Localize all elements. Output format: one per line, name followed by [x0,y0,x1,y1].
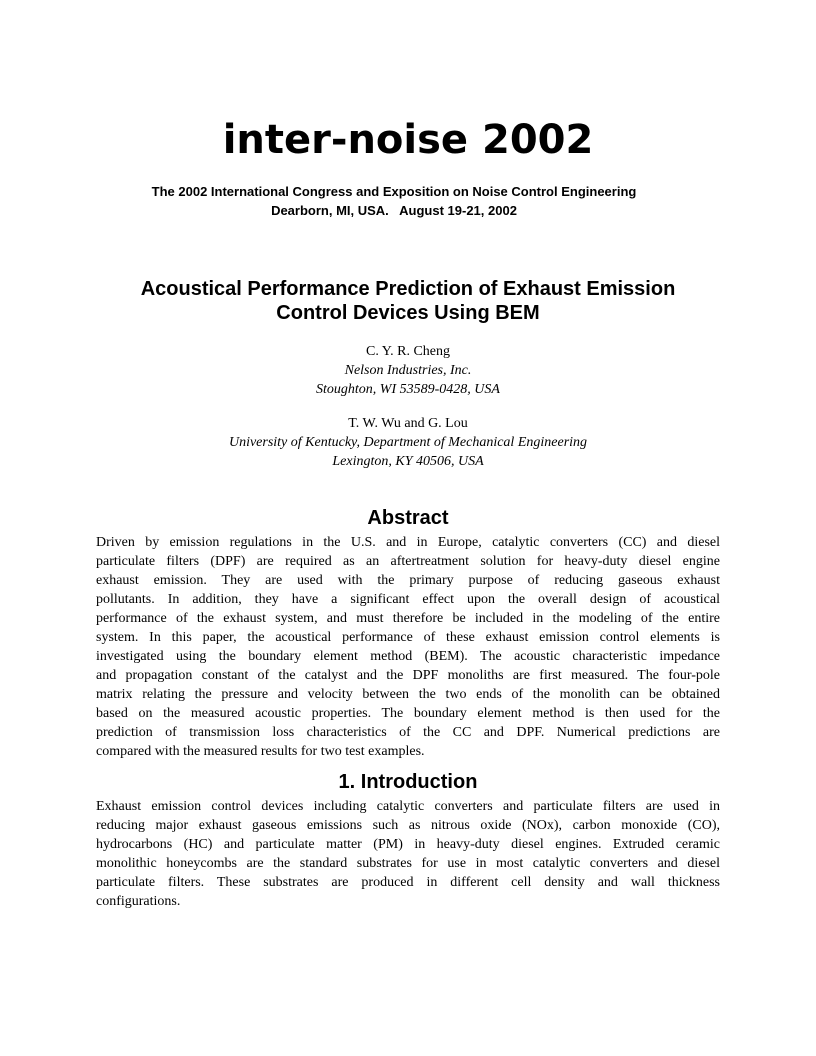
conference-name: The 2002 International Congress and Exposition on Noise Control Engineering [151,184,637,199]
conference-logo: inter-noise 2002 [222,117,594,163]
introduction-line: reducing major exhaust gaseous emissions such as nitrous oxide (NOx), carbon monoxide (CO), [96,818,720,833]
conference-info [0,182,788,220]
abstract-heading: Abstract [367,507,449,529]
author-names: T. W. Wu and G. Lou [348,416,468,431]
author-affiliation: University of Kentucky, Department of Mechanical Engineering [228,435,588,450]
abstract-line: pollutants. In addition, they have a significant effect upon the overall design of acoustical [96,592,720,607]
author-block-1 [0,342,816,399]
introduction-line: hydrocarbons (HC) and particulate matter (PM) in heavy-duty diesel engines. Extruded ceramic [96,837,720,852]
paper-title-line-2: Control Devices Using BEM [276,302,540,324]
abstract-line: investigated using the boundary element method (BEM). The acoustic characteristic impedance [96,649,720,664]
author-address: Stoughton, WI 53589-0428, USA [316,382,500,397]
abstract-line: exhaust emission. They are used with the primary purpose of reducing gaseous exhaust [96,573,720,588]
introduction-line: monolithic honeycombs are the standard substrates for use in most catalytic converters and diesel [96,856,720,871]
paper-title [0,277,816,325]
abstract-line: matrix relating the pressure and velocity between the two ends of the monolith can be obtained [96,687,720,702]
paper-title-line-1: Acoustical Performance Prediction of Exhaust Emission [140,278,676,300]
abstract-line: prediction of transmission loss characteristics of the CC and DPF. Numerical predictions are [96,725,720,740]
introduction-heading: 1. Introduction [338,771,478,793]
abstract-line: compared with the measured results for two test examples. [96,744,425,759]
introduction-body [96,797,720,911]
introduction-line: particulate filters. These substrates are produced in different cell density and wall thickness [96,875,720,890]
abstract-line: based on the measured acoustic properties. The boundary element method is then used for the [96,706,720,721]
author-address: Lexington, KY 40506, USA [332,454,484,469]
author-block-2 [0,414,816,471]
abstract-line: particulate filters (DPF) are required as an aftertreatment solution for heavy-duty diesel engine [96,554,720,569]
abstract-body [96,533,720,761]
abstract-line: system. In this paper, the acoustical performance of these exhaust emission control elements is [96,630,720,645]
introduction-line: Exhaust emission control devices including catalytic converters and particulate filters are used in [96,799,720,814]
abstract-line: and propagation constant of the catalyst and the DPF monoliths are first measured. The four-pole [96,668,720,683]
introduction-line: configurations. [96,894,181,909]
conference-location-date: Dearborn, MI, USA. August 19-21, 2002 [271,203,517,218]
author-names: C. Y. R. Cheng [365,344,450,359]
abstract-line: Driven by emission regulations in the U.S. and in Europe, catalytic converters (CC) and diesel [96,535,720,550]
abstract-line: performance of the exhaust system, and must therefore be included in the modeling of the entire [96,611,720,626]
author-affiliation: Nelson Industries, Inc. [344,363,472,378]
